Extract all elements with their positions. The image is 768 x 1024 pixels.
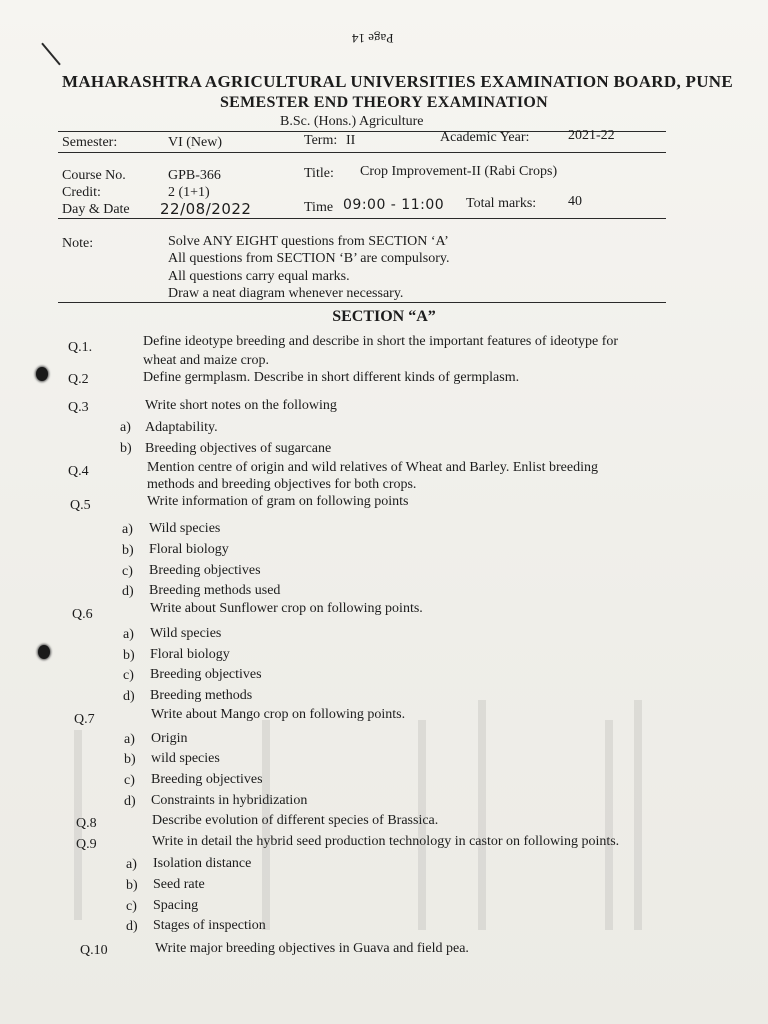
question-number: Q.10 [80, 943, 108, 958]
degree-name: B.Sc. (Hons.) Agriculture [280, 114, 424, 129]
question-text: Write major breeding objectives in Guava and field pea. [155, 941, 469, 956]
sub-item-label: c) [123, 668, 134, 683]
sub-item-text: Breeding methods used [149, 583, 281, 598]
note-line: Draw a neat diagram whenever necessary. [168, 286, 404, 301]
sub-item-label: b) [124, 752, 136, 767]
pen-mark [41, 43, 61, 66]
exam-time: 09:00 - 11:00 [343, 197, 445, 213]
sub-item-label: d) [124, 794, 136, 809]
sub-item-text: Wild species [149, 521, 221, 536]
question-number: Q.3 [68, 400, 89, 415]
sub-item-text: Breeding methods [150, 688, 253, 703]
question-text: Define ideotype breeding and describe in short the important features of ideotype for [143, 334, 619, 349]
semester-label: Semester: [62, 135, 118, 150]
note-line: All questions from SECTION ‘B’ are compulsory. [168, 251, 450, 266]
board-title: MAHARASHTRA AGRICULTURAL UNIVERSITIES EXAMINATION BOARD, PUNE [62, 72, 734, 91]
course-value: GPB-366 [168, 168, 221, 183]
sub-item-text: Constraints in hybridization [151, 793, 308, 808]
total-marks-value: 40 [568, 194, 582, 209]
note-line: Solve ANY EIGHT questions from SECTION ‘A’ [168, 234, 449, 249]
course-label: Course No. [62, 168, 126, 183]
sub-item-text: Adaptability. [145, 420, 218, 435]
sub-item-text: Wild species [150, 626, 222, 641]
info-bottom-rule [58, 218, 666, 219]
sub-item-text: Breeding objectives [149, 563, 261, 578]
scan-smudge [634, 700, 642, 930]
title-value: Crop Improvement-II (Rabi Crops) [360, 164, 558, 179]
question-text: Write in detail the hybrid seed production technology in castor on following points. [152, 834, 620, 849]
exam-date: 22/08/2022 [160, 200, 252, 218]
sub-item-text: Floral biology [150, 647, 230, 662]
sub-item-label: b) [122, 543, 134, 558]
question-text: wheat and maize crop. [143, 353, 269, 368]
question-number: Q.1. [68, 340, 93, 355]
credit-value: 2 (1+1) [168, 185, 210, 200]
question-text: Describe evolution of different species of Brassica. [152, 813, 439, 828]
sub-item-label: a) [123, 627, 134, 642]
day-date-label: Day & Date [62, 202, 130, 217]
page-number: Page 14 [352, 31, 394, 46]
question-number: Q.6 [72, 607, 93, 622]
sub-item-label: a) [124, 732, 135, 747]
question-number: Q.4 [68, 464, 89, 479]
sub-item-label: b) [123, 648, 135, 663]
question-text: Write short notes on the following [145, 398, 337, 413]
question-text: Define germplasm. Describe in short different kinds of germplasm. [143, 370, 520, 385]
question-text: Mention centre of origin and wild relatives of Wheat and Barley. Enlist breeding [147, 460, 598, 475]
sub-item-label: d) [126, 919, 138, 934]
info-rule [58, 152, 666, 153]
credit-label: Credit: [62, 185, 101, 200]
scan-smudge [74, 730, 82, 920]
scan-smudge [418, 720, 426, 930]
title-label: Title: [304, 166, 334, 181]
sub-item-label: c) [124, 773, 135, 788]
sub-item-text: Floral biology [149, 542, 229, 557]
sub-item-text: Stages of inspection [153, 918, 266, 933]
total-marks-label: Total marks: [466, 196, 537, 211]
sub-item-text: Isolation distance [153, 856, 252, 871]
sub-item-label: c) [122, 564, 133, 579]
scan-smudge [262, 720, 270, 930]
scan-smudge [605, 720, 613, 930]
sub-item-label: a) [126, 857, 137, 872]
sub-item-label: b) [120, 441, 132, 456]
semester-value: VI (New) [168, 135, 223, 150]
question-text: Write about Sunflower crop on following points. [150, 601, 423, 616]
sub-item-text: Spacing [153, 898, 199, 913]
sub-item-text: Breeding objectives [151, 772, 263, 787]
sub-item-label: a) [120, 420, 131, 435]
academic-year-label: Academic Year: [440, 130, 530, 145]
question-text: Write information of gram on following points [147, 494, 409, 509]
sub-item-label: c) [126, 899, 137, 914]
sub-item-label: a) [122, 522, 133, 537]
question-number: Q.9 [76, 837, 97, 852]
sub-item-label: d) [122, 584, 134, 599]
question-number: Q.7 [74, 712, 95, 727]
academic-year-value: 2021-22 [568, 128, 615, 143]
sub-item-label: b) [126, 878, 138, 893]
question-number: Q.8 [76, 816, 97, 831]
sub-item-label: d) [123, 689, 135, 704]
question-text: Write about Mango crop on following points. [151, 707, 406, 722]
exam-title: SEMESTER END THEORY EXAMINATION [219, 94, 549, 111]
sub-item-text: Seed rate [153, 877, 205, 892]
question-number: Q.2 [68, 372, 89, 387]
punch-hole [36, 367, 48, 381]
time-label: Time [304, 200, 334, 215]
scan-smudge [478, 700, 486, 930]
question-text: methods and breeding objectives for both crops. [147, 477, 417, 492]
question-number: Q.5 [70, 498, 91, 513]
sub-item-text: Breeding objectives [150, 667, 262, 682]
sub-item-text: Breeding objectives of sugarcane [145, 441, 332, 456]
punch-hole [38, 645, 50, 659]
note-rule [58, 302, 666, 303]
term-label: Term: [304, 133, 338, 148]
sub-item-text: wild species [151, 751, 220, 766]
term-value: II [346, 133, 356, 148]
section-heading: SECTION “A” [332, 308, 436, 325]
note-line: All questions carry equal marks. [168, 269, 350, 284]
note-label: Note: [62, 236, 94, 251]
sub-item-text: Origin [151, 731, 188, 746]
